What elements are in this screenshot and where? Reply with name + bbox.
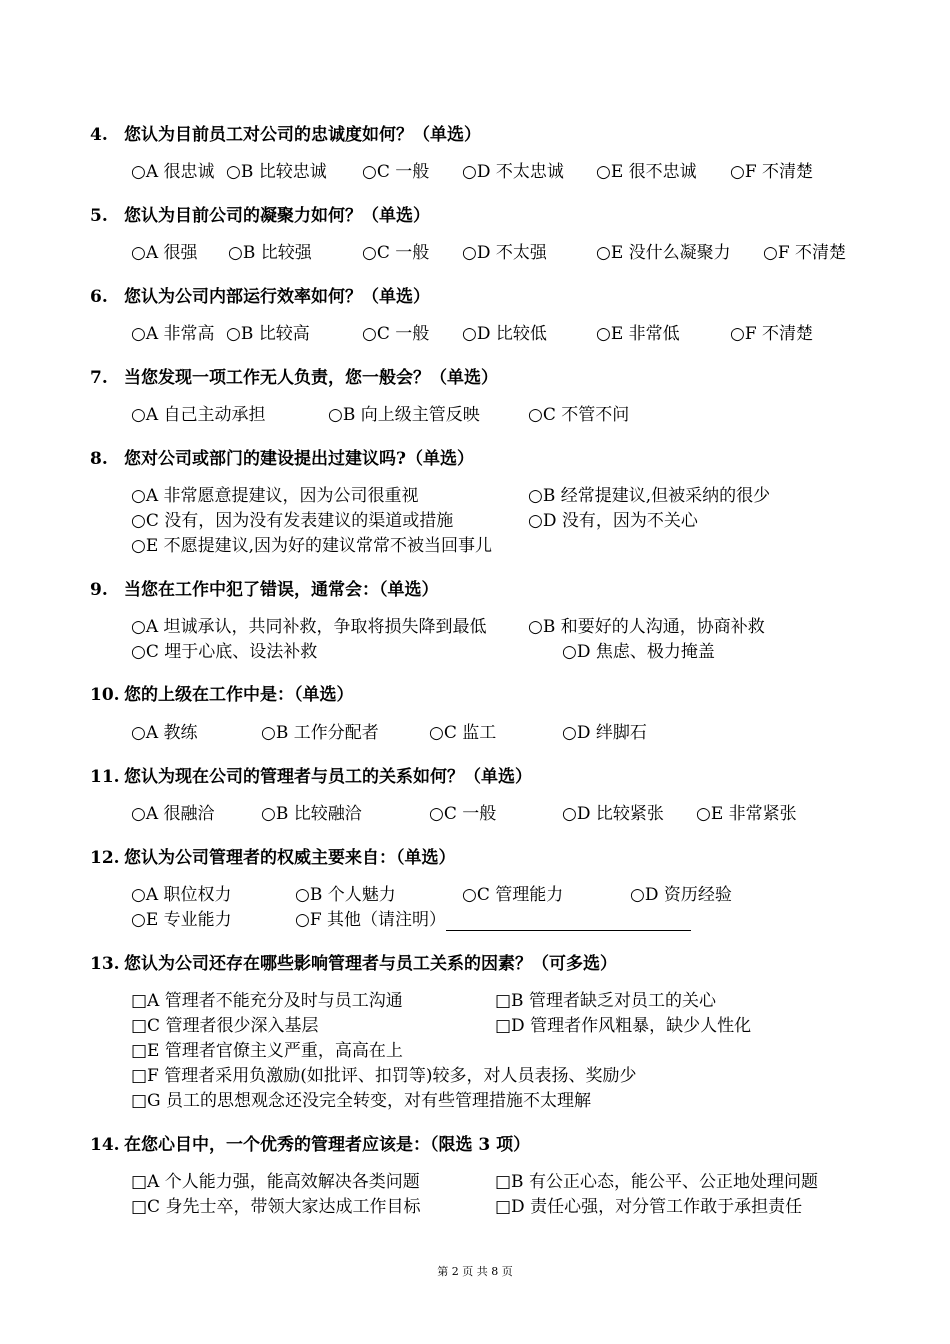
q12-option-f[interactable] (295, 909, 691, 931)
q11-option-c[interactable]: ○C 一般 (429, 804, 497, 824)
q12-option-d[interactable]: ○D 资历经验 (630, 885, 732, 905)
q8-option-a[interactable]: ○A 非常愿意提建议，因为公司很重视 (131, 486, 419, 506)
q8-option-c[interactable]: ○C 没有，因为没有发表建议的渠道或措施 (131, 511, 454, 531)
q10-option-d[interactable]: ○D 绊脚石 (562, 723, 647, 743)
q13-option-f[interactable]: □F 管理者采用负激励(如批评、扣罚等)较多，对人员表扬、奖励少 (131, 1066, 637, 1086)
q13-option-c[interactable]: □C 管理者很少深入基层 (131, 1016, 319, 1036)
q5-option-d[interactable]: ○D 不太强 (462, 243, 547, 263)
q10-option-a[interactable]: ○A 教练 (131, 723, 198, 743)
q6-option-c[interactable]: ○C 一般 (362, 324, 430, 344)
q7-option-b[interactable]: ○B 向上级主管反映 (328, 405, 480, 425)
q12-option-c[interactable]: ○C 管理能力 (462, 885, 564, 905)
question-9-title: 9. 当您在工作中犯了错误，通常会：（单选） (90, 580, 439, 600)
q8-option-d[interactable]: ○D 没有，因为不关心 (528, 511, 698, 531)
question-6-title: 6. 您认为公司内部运行效率如何？（单选） (90, 287, 430, 307)
q13-option-a[interactable]: □A 管理者不能充分及时与员工沟通 (131, 991, 403, 1011)
q9-option-a[interactable]: ○A 坦诚承认，共同补救，争取将损失降到最低 (131, 617, 487, 637)
q14-option-c[interactable]: □C 身先士卒，带领大家达成工作目标 (131, 1197, 421, 1217)
q5-option-f[interactable]: ○F 不清楚 (763, 243, 847, 263)
page-footer: 第 2 页 共 8 页 (437, 1265, 513, 1278)
q6-option-d[interactable]: ○D 比较低 (462, 324, 547, 344)
q11-option-b[interactable]: ○B 比较融洽 (261, 804, 362, 824)
q11-option-e[interactable]: ○E 非常紧张 (696, 804, 797, 824)
q13-option-b[interactable]: □B 管理者缺乏对员工的关心 (495, 991, 716, 1011)
q9-option-d[interactable]: ○D 焦虑、极力掩盖 (562, 642, 715, 662)
q12-option-f-label[interactable]: ○F 其他（请注明） (295, 910, 447, 930)
q6-option-a[interactable]: ○A 非常高 (131, 324, 215, 344)
q13-option-g[interactable]: □G 员工的思想观念还没完全转变，对有些管理措施不太理解 (131, 1091, 592, 1111)
q4-option-c[interactable]: ○C 一般 (362, 162, 430, 182)
question-5-title: 5. 您认为目前公司的凝聚力如何？（单选） (90, 206, 430, 226)
q10-option-c[interactable]: ○C 监工 (429, 723, 497, 743)
q12-option-e[interactable]: ○E 专业能力 (131, 910, 232, 930)
q12-other-fill-line[interactable] (446, 912, 691, 931)
q8-option-e[interactable]: ○E 不愿提建议,因为好的建议常常不被当回事儿 (131, 536, 493, 556)
q4-option-d[interactable]: ○D 不太忠诚 (462, 162, 564, 182)
question-7-title: 7. 当您发现一项工作无人负责，您一般会？（单选） (90, 368, 498, 388)
q8-option-b[interactable]: ○B 经常提建议,但被采纳的很少 (528, 486, 771, 506)
q9-option-c[interactable]: ○C 埋于心底、设法补救 (131, 642, 318, 662)
question-8-title: 8. 您对公司或部门的建设提出过建议吗?（单选） (90, 449, 474, 469)
q12-option-b[interactable]: ○B 个人魅力 (295, 885, 396, 905)
question-11-title: 11. 您认为现在公司的管理者与员工的关系如何？（单选） (90, 767, 532, 787)
q9-option-b[interactable]: ○B 和要好的人沟通，协商补救 (528, 617, 765, 637)
question-4-title: 4. 您认为目前员工对公司的忠诚度如何？（单选） (90, 125, 481, 145)
q4-option-f[interactable]: ○F 不清楚 (730, 162, 814, 182)
q5-option-c[interactable]: ○C 一般 (362, 243, 430, 263)
q4-option-e[interactable]: ○E 很不忠诚 (596, 162, 697, 182)
question-12-title: 12. 您认为公司管理者的权威主要来自：（单选） (90, 848, 456, 868)
q10-option-b[interactable]: ○B 工作分配者 (261, 723, 379, 743)
q6-option-b[interactable]: ○B 比较高 (226, 324, 310, 344)
q12-option-a[interactable]: ○A 职位权力 (131, 885, 232, 905)
q4-option-a[interactable]: ○A 很忠诚 (131, 162, 215, 182)
question-10-title: 10. 您的上级在工作中是：（单选） (90, 685, 354, 705)
q6-option-e[interactable]: ○E 非常低 (596, 324, 680, 344)
q7-option-c[interactable]: ○C 不管不问 (528, 405, 630, 425)
question-13-title: 13. 您认为公司还存在哪些影响管理者与员工关系的因素？（可多选） (90, 954, 617, 974)
q5-option-a[interactable]: ○A 很强 (131, 243, 198, 263)
q14-option-b[interactable]: □B 有公正心态，能公平、公正地处理问题 (495, 1172, 818, 1192)
q13-option-e[interactable]: □E 管理者官僚主义严重，高高在上 (131, 1041, 403, 1061)
q11-option-d[interactable]: ○D 比较紧张 (562, 804, 664, 824)
q6-option-f[interactable]: ○F 不清楚 (730, 324, 814, 344)
q13-option-d[interactable]: □D 管理者作风粗暴，缺少人性化 (495, 1016, 752, 1036)
q5-option-e[interactable]: ○E 没什么凝聚力 (596, 243, 731, 263)
question-14-title: 14. 在您心目中，一个优秀的管理者应该是：（限选 3 项） (90, 1135, 531, 1155)
q7-option-a[interactable]: ○A 自己主动承担 (131, 405, 266, 425)
q14-option-a[interactable]: □A 个人能力强，能高效解决各类问题 (131, 1172, 420, 1192)
q4-option-b[interactable]: ○B 比较忠诚 (226, 162, 327, 182)
q14-option-d[interactable]: □D 责任心强，对分管工作敢于承担责任 (495, 1197, 803, 1217)
q5-option-b[interactable]: ○B 比较强 (228, 243, 312, 263)
q11-option-a[interactable]: ○A 很融洽 (131, 804, 215, 824)
